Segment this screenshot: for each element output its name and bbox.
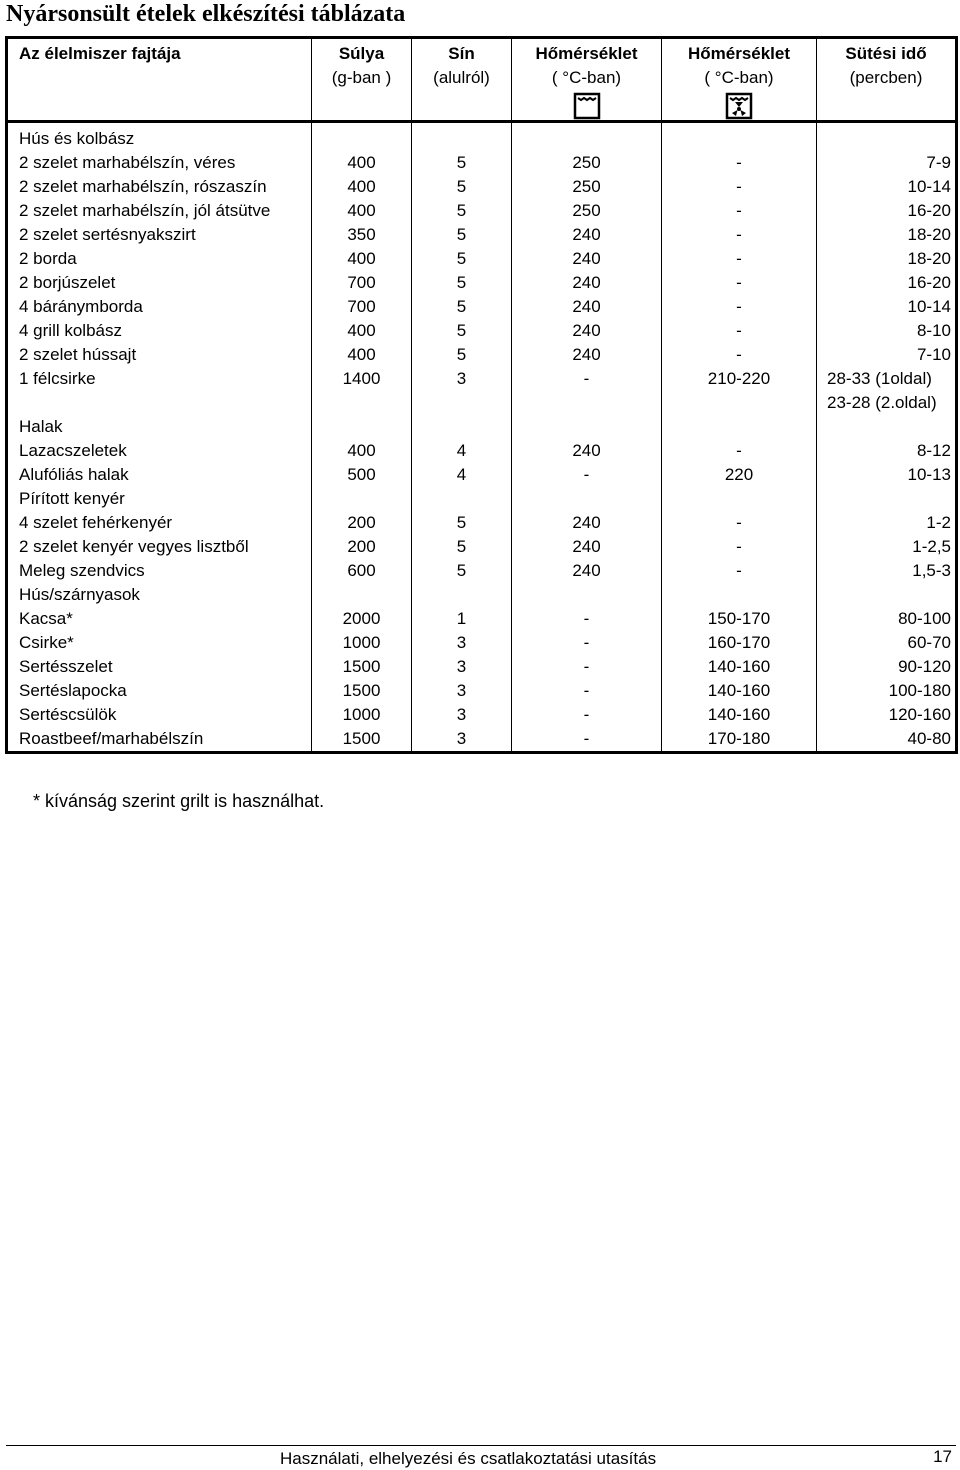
category-row xyxy=(7,122,957,152)
cell-temp-grill xyxy=(662,415,817,439)
cell-temp-top: 240 xyxy=(512,223,662,247)
cell-time: 90-120 xyxy=(817,655,957,679)
cell-time: 16-20 xyxy=(817,271,957,295)
cell-temp-top: 240 xyxy=(512,511,662,535)
table-row xyxy=(7,223,957,247)
subcategory-row xyxy=(7,487,957,511)
cell-rail xyxy=(412,583,512,607)
cell-temp-grill: - xyxy=(662,271,817,295)
cell-time: 18-20 xyxy=(817,223,957,247)
cell-temp-grill: - xyxy=(662,175,817,199)
cell-time: 7-9 xyxy=(817,151,957,175)
cell-food: Csirke* xyxy=(7,631,312,655)
cell-temp-top xyxy=(512,487,662,511)
cell-food: 4 grill kolbász xyxy=(7,319,312,343)
footnote: * kívánság szerint grilt is használhat. xyxy=(33,791,325,811)
cell-rail: 5 xyxy=(412,343,512,367)
cell-temp-grill: 150-170 xyxy=(662,607,817,631)
col-header-weight xyxy=(312,38,412,122)
cell-weight: 1500 xyxy=(312,655,412,679)
cell-temp-top: 240 xyxy=(512,271,662,295)
cell-temp-top xyxy=(512,583,662,607)
cell-time: 60-70 xyxy=(817,631,957,655)
cell-food: Pírított kenyér xyxy=(7,487,312,511)
cell-food: Meleg szendvics xyxy=(7,559,312,583)
cell-temp-grill: - xyxy=(662,199,817,223)
cell-rail: 3 xyxy=(412,655,512,679)
cell-weight xyxy=(312,487,412,511)
cell-temp-top: - xyxy=(512,655,662,679)
cell-food: Halak xyxy=(7,415,312,439)
cell-temp-top: 240 xyxy=(512,295,662,319)
cell-temp-top: - xyxy=(512,679,662,703)
cell-rail: 5 xyxy=(412,175,512,199)
cell-food: Alufóliás halak xyxy=(7,463,312,487)
cell-time: 1,5-3 xyxy=(817,559,957,583)
cell-rail: 5 xyxy=(412,271,512,295)
cell-temp-grill: 220 xyxy=(662,463,817,487)
cell-time: 10-14 xyxy=(817,175,957,199)
cell-food: 4 szelet fehérkenyér xyxy=(7,511,312,535)
cell-weight: 400 xyxy=(312,247,412,271)
cell-weight: 1000 xyxy=(312,703,412,727)
cell-temp-grill: 140-160 xyxy=(662,703,817,727)
table-row xyxy=(7,343,957,367)
footer-divider xyxy=(6,1445,956,1446)
col-header-temp-grill-unit: ( °C-ban) xyxy=(704,68,774,87)
cell-weight: 1000 xyxy=(312,631,412,655)
cell-rail: 5 xyxy=(412,151,512,175)
col-header-time-unit: (percben) xyxy=(849,68,923,87)
col-header-rail-title: Sín xyxy=(448,44,475,63)
cell-time: 7-10 xyxy=(817,343,957,367)
cell-time: 8-12 xyxy=(817,439,957,463)
cell-weight: 400 xyxy=(312,343,412,367)
cell-temp-top: - xyxy=(512,703,662,727)
cell-time: 16-20 xyxy=(817,199,957,223)
page-number: 17 xyxy=(933,1447,952,1466)
cell-rail: 5 xyxy=(412,511,512,535)
cell-temp-top: - xyxy=(512,631,662,655)
cell-temp-top: - xyxy=(512,367,662,415)
cell-weight: 1500 xyxy=(312,679,412,703)
cell-temp-top: 250 xyxy=(512,199,662,223)
cell-time: 1-2,5 xyxy=(817,535,957,559)
grill-fan-icon xyxy=(725,92,753,120)
cell-temp-grill: - xyxy=(662,319,817,343)
cell-weight: 500 xyxy=(312,463,412,487)
table-row xyxy=(7,535,957,559)
cell-food: Kacsa* xyxy=(7,607,312,631)
table-row xyxy=(7,295,957,319)
col-header-temp-top-title: Hőmérséklet xyxy=(535,44,638,63)
cell-weight: 200 xyxy=(312,511,412,535)
cell-temp-grill: - xyxy=(662,439,817,463)
cell-time: 1-2 xyxy=(817,511,957,535)
cell-rail xyxy=(412,122,512,152)
cell-rail: 3 xyxy=(412,679,512,703)
cell-weight: 200 xyxy=(312,535,412,559)
cell-food: Sertéscsülök xyxy=(7,703,312,727)
cell-weight: 2000 xyxy=(312,607,412,631)
table-body xyxy=(7,122,957,753)
footer-title: Használati, elhelyezési és csatlakoztatási utasítás xyxy=(280,1449,657,1468)
cell-rail: 4 xyxy=(412,463,512,487)
cell-temp-grill xyxy=(662,583,817,607)
cell-time: 10-13 xyxy=(817,463,957,487)
col-header-food: Az élelmiszer fajtája xyxy=(7,38,312,122)
cell-weight: 400 xyxy=(312,151,412,175)
table-row xyxy=(7,199,957,223)
cell-weight: 400 xyxy=(312,175,412,199)
cell-rail: 5 xyxy=(412,535,512,559)
table-row xyxy=(7,247,957,271)
cell-weight: 600 xyxy=(312,559,412,583)
cell-food: Roastbeef/marhabélszín xyxy=(7,727,312,753)
oven-top-heat-icon xyxy=(573,92,601,120)
col-header-temp-grill-title: Hőmérséklet xyxy=(687,44,791,63)
cell-time xyxy=(817,487,957,511)
col-header-time xyxy=(817,38,957,122)
cell-temp-top: 250 xyxy=(512,151,662,175)
cell-temp-grill: 160-170 xyxy=(662,631,817,655)
cell-food: 2 szelet sertésnyakszirt xyxy=(7,223,312,247)
cell-temp-grill: - xyxy=(662,535,817,559)
table-row xyxy=(7,367,957,415)
cell-temp-top: 240 xyxy=(512,535,662,559)
cell-rail: 4 xyxy=(412,439,512,463)
col-header-weight-title: Súlya xyxy=(338,44,385,63)
cell-temp-grill: 210-220 xyxy=(662,367,817,415)
cell-temp-top: 250 xyxy=(512,175,662,199)
col-header-rail-unit: (alulról) xyxy=(433,68,490,87)
cell-temp-top: - xyxy=(512,727,662,753)
cell-temp-grill: - xyxy=(662,223,817,247)
cell-weight: 700 xyxy=(312,295,412,319)
cell-rail: 5 xyxy=(412,319,512,343)
cell-time: 8-10 xyxy=(817,319,957,343)
cell-food: Hús/szárnyasok xyxy=(7,583,312,607)
cell-weight: 350 xyxy=(312,223,412,247)
cell-rail xyxy=(412,415,512,439)
cell-weight xyxy=(312,583,412,607)
cell-weight: 400 xyxy=(312,199,412,223)
cell-time xyxy=(817,122,957,152)
col-header-temp-top-unit: ( °C-ban) xyxy=(551,68,622,87)
cell-food: 2 borjúszelet xyxy=(7,271,312,295)
cell-temp-top: - xyxy=(512,607,662,631)
cell-weight xyxy=(312,415,412,439)
cell-rail: 3 xyxy=(412,727,512,753)
cell-weight xyxy=(312,122,412,152)
cell-temp-top xyxy=(512,122,662,152)
cell-weight: 700 xyxy=(312,271,412,295)
cell-temp-grill: 140-160 xyxy=(662,679,817,703)
cell-rail: 5 xyxy=(412,223,512,247)
cell-rail: 5 xyxy=(412,295,512,319)
cell-rail: 3 xyxy=(412,367,512,415)
cell-time xyxy=(817,415,957,439)
cell-temp-top: 240 xyxy=(512,439,662,463)
table-row xyxy=(7,727,957,753)
cell-food: Lazacszeletek xyxy=(7,439,312,463)
table-header-row xyxy=(7,38,957,122)
table-row xyxy=(7,607,957,631)
table-row xyxy=(7,271,957,295)
cell-temp-top: 240 xyxy=(512,559,662,583)
col-header-time-title: Sütési idő xyxy=(845,44,927,63)
col-header-rail xyxy=(412,38,512,122)
cell-temp-grill: - xyxy=(662,295,817,319)
cell-food: 2 szelet marhabélszín, véres xyxy=(7,151,312,175)
cell-food: 4 báránymborda xyxy=(7,295,312,319)
cell-rail: 5 xyxy=(412,559,512,583)
cell-weight: 400 xyxy=(312,319,412,343)
cell-time: 40-80 xyxy=(817,727,957,753)
cooking-table xyxy=(5,36,958,754)
cell-rail: 1 xyxy=(412,607,512,631)
cell-temp-grill: 170-180 xyxy=(662,727,817,753)
table-row xyxy=(7,655,957,679)
cell-food: 2 borda xyxy=(7,247,312,271)
table-row xyxy=(7,511,957,535)
cell-temp-grill: - xyxy=(662,151,817,175)
cell-time: 18-20 xyxy=(817,247,957,271)
cell-temp-top: - xyxy=(512,463,662,487)
cell-time: 10-14 xyxy=(817,295,957,319)
cell-food: Hús és kolbász xyxy=(7,122,312,152)
page-title: Nyársonsült ételek elkészítési táblázata xyxy=(6,1,406,27)
cell-food: 1 félcsirke xyxy=(7,367,312,415)
table-row xyxy=(7,703,957,727)
cell-weight: 1500 xyxy=(312,727,412,753)
table-row xyxy=(7,679,957,703)
cell-food: 2 szelet hússajt xyxy=(7,343,312,367)
cell-time: 100-180 xyxy=(817,679,957,703)
table-row xyxy=(7,151,957,175)
table-row xyxy=(7,175,957,199)
cell-food: 2 szelet marhabélszín, rószaszín xyxy=(7,175,312,199)
cell-temp-grill: - xyxy=(662,247,817,271)
cell-temp-grill xyxy=(662,122,817,152)
table-row xyxy=(7,439,957,463)
cell-rail: 5 xyxy=(412,247,512,271)
cell-food: 2 szelet kenyér vegyes lisztből xyxy=(7,535,312,559)
cell-weight: 400 xyxy=(312,439,412,463)
col-header-temp-grill xyxy=(662,38,817,122)
table-row xyxy=(7,559,957,583)
col-header-temp-top xyxy=(512,38,662,122)
col-header-weight-unit: (g-ban ) xyxy=(331,68,392,87)
cell-rail: 3 xyxy=(412,631,512,655)
cell-time: 28-33 (1oldal) 23-28 (2.oldal) xyxy=(817,367,957,415)
table-row xyxy=(7,631,957,655)
cell-temp-top xyxy=(512,415,662,439)
cell-rail: 5 xyxy=(412,199,512,223)
cell-temp-grill: - xyxy=(662,511,817,535)
cell-food: 2 szelet marhabélszín, jól átsütve xyxy=(7,199,312,223)
cell-time: 80-100 xyxy=(817,607,957,631)
cell-temp-grill: - xyxy=(662,343,817,367)
cell-temp-top: 240 xyxy=(512,319,662,343)
cell-temp-grill xyxy=(662,487,817,511)
table-row xyxy=(7,463,957,487)
category-row xyxy=(7,583,957,607)
cell-temp-grill: - xyxy=(662,559,817,583)
table-row xyxy=(7,319,957,343)
category-row xyxy=(7,415,957,439)
cell-temp-top: 240 xyxy=(512,247,662,271)
cell-weight: 1400 xyxy=(312,367,412,415)
cell-temp-grill: 140-160 xyxy=(662,655,817,679)
cell-food: Sertésszelet xyxy=(7,655,312,679)
cell-time xyxy=(817,583,957,607)
cell-food: Sertéslapocka xyxy=(7,679,312,703)
cell-rail: 3 xyxy=(412,703,512,727)
cell-time: 120-160 xyxy=(817,703,957,727)
cell-rail xyxy=(412,487,512,511)
cell-temp-top: 240 xyxy=(512,343,662,367)
